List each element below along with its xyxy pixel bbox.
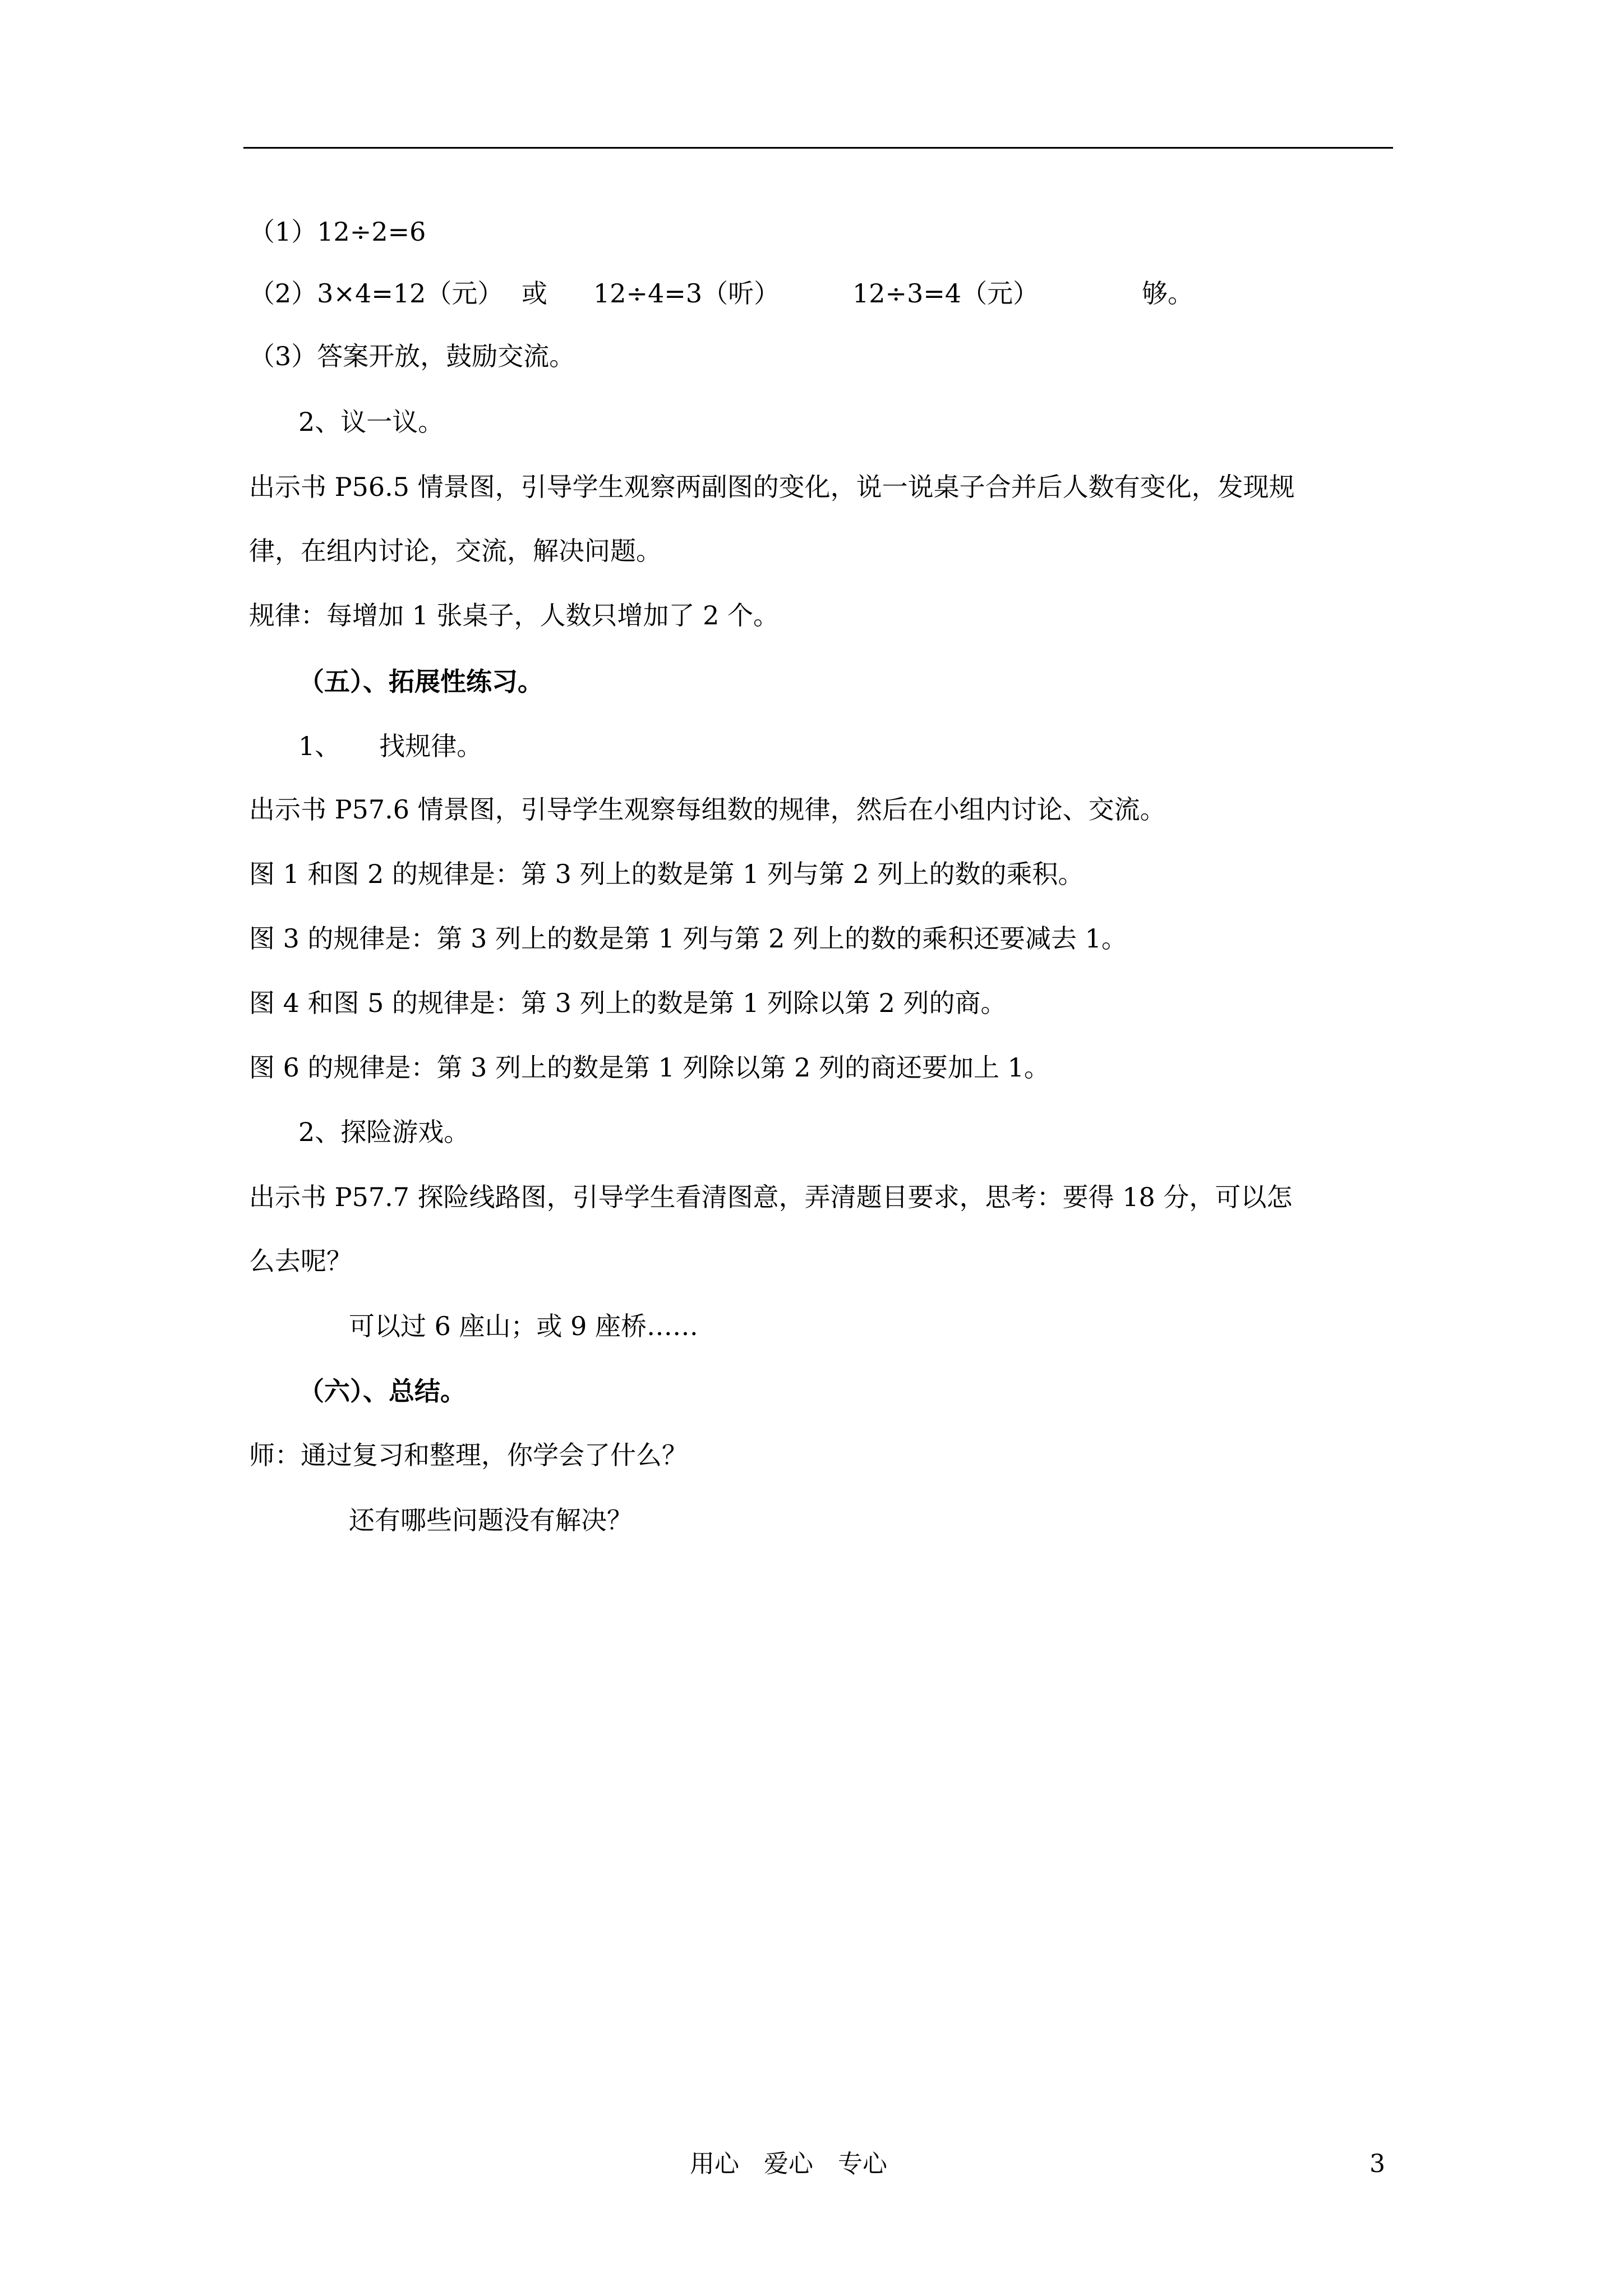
section-heading-pattern: 1、 找规律。 — [298, 731, 483, 761]
section-heading-summary: （六）、总结。 — [298, 1376, 466, 1406]
paragraph-line: 出示书 P57.7 探险线路图，引导学生看清图意，弄清题目要求，思考：要得 18 分，可以怎 — [249, 1182, 1293, 1212]
answer-2-part-e: 够。 — [1142, 278, 1193, 309]
answer-2-part-c: 12÷4=3（听） — [593, 278, 780, 309]
answer-2-part-d: 12÷3=4（元） — [852, 278, 1039, 309]
answer-2-part-or: 或 — [522, 278, 547, 309]
page-number: 3 — [1370, 2150, 1385, 2178]
paragraph-line: 律，在组内讨论，交流，解决问题。 — [249, 536, 662, 566]
answer-line-1: （1）12÷2=6 — [249, 217, 426, 247]
section-heading-discuss: 2、议一议。 — [298, 407, 444, 437]
paragraph-line: 还有哪些问题没有解决？ — [349, 1505, 633, 1535]
section-heading-adventure: 2、探险游戏。 — [298, 1117, 470, 1147]
paragraph-line: 可以过 6 座山；或 9 座桥…… — [349, 1311, 699, 1341]
footer-motto: 用心 爱心 专心 — [690, 2150, 887, 2178]
header-rule — [243, 147, 1393, 149]
section-heading-extension: （五）、拓展性练习。 — [298, 666, 543, 697]
paragraph-line: 规律：每增加 1 张桌子，人数只增加了 2 个。 — [249, 600, 780, 631]
answer-2-part-a: （2）3×4=12（元） — [249, 278, 504, 309]
paragraph-line: 出示书 P57.6 情景图，引导学生观察每组数的规律，然后在小组内讨论、交流。 — [249, 794, 1166, 825]
paragraph-line: 出示书 P56.5 情景图，引导学生观察两副图的变化，说一说桌子合并后人数有变化，发现规 — [249, 472, 1295, 502]
paragraph-line: 么去呢？ — [249, 1246, 352, 1276]
paragraph-line: 师：通过复习和整理，你学会了什么？ — [249, 1440, 688, 1470]
answer-line-2 — [249, 277, 1393, 310]
paragraph-line: 图 6 的规律是：第 3 列上的数是第 1 列除以第 2 列的商还要加上 1。 — [249, 1052, 1050, 1083]
answer-line-3: （3）答案开放，鼓励交流。 — [249, 341, 575, 371]
paragraph-line: 图 3 的规律是：第 3 列上的数是第 1 列与第 2 列上的数的乘积还要减去 1。 — [249, 923, 1127, 954]
paragraph-line: 图 4 和图 5 的规律是：第 3 列上的数是第 1 列除以第 2 列的商。 — [249, 988, 1007, 1018]
paragraph-line: 图 1 和图 2 的规律是：第 3 列上的数是第 1 列与第 2 列上的数的乘积。 — [249, 859, 1084, 889]
